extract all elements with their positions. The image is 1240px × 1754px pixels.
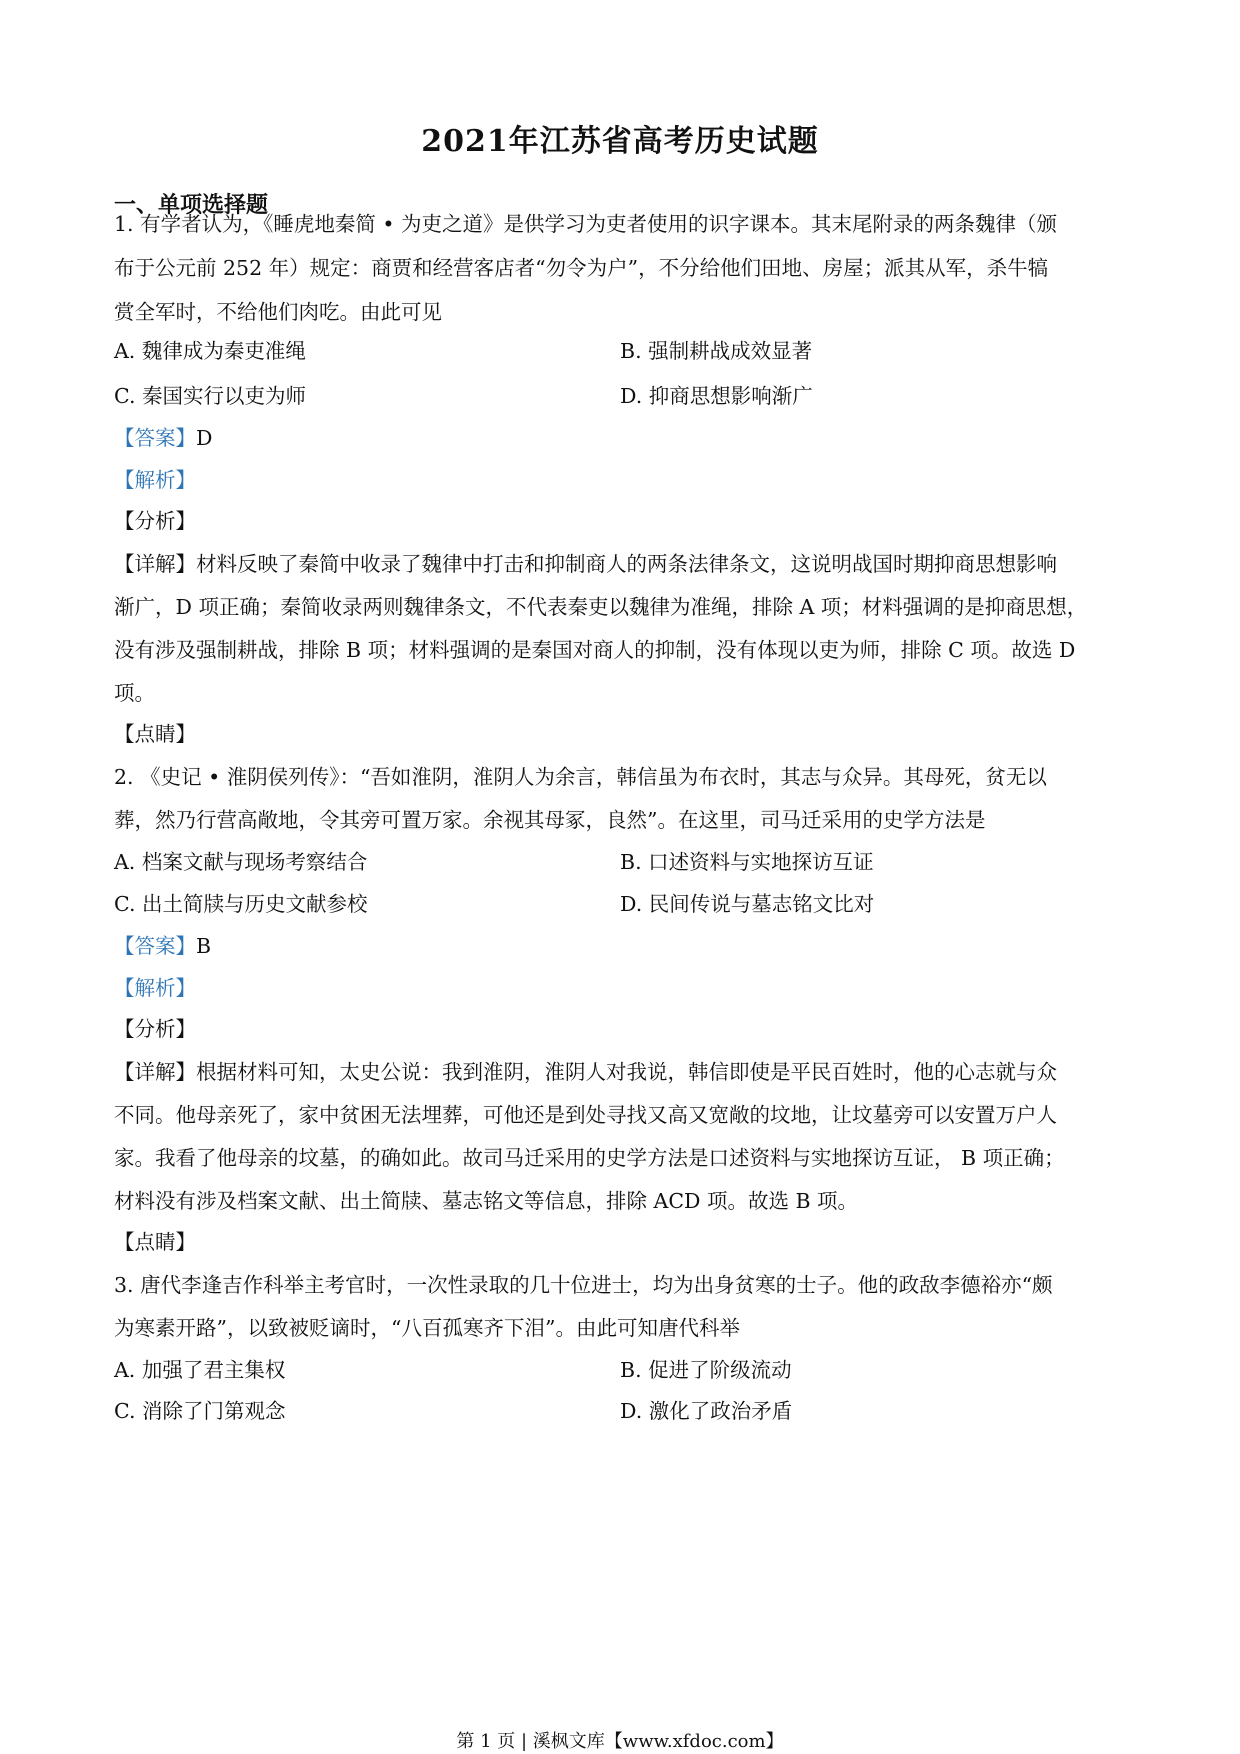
q2-detail-line-2: 不同。他母亲死了，家中贫困无法埋葬，可他还是到处寻找又高又宽敞的坟地，让坟墓旁可以安置万户人 [114, 1103, 1057, 1127]
q2-detail-line-3: 家。我看了他母亲的坟墓，的确如此。故司马迁采用的史学方法是口述资料与实地探访互证， B 项正确； [114, 1146, 1065, 1170]
q2-option-b: B. 口述资料与实地探访互证 [620, 850, 874, 874]
q2-answer [114, 933, 211, 959]
q2-detail-line-4: 材料没有涉及档案文献、出土简牍、墓志铭文等信息，排除 ACD 项。故选 B 项。 [114, 1189, 859, 1213]
q2-dianjing-label: 【点睛】 [114, 1230, 196, 1254]
q2-detail-line-1: 【详解】根据材料可知，太史公说：我到淮阴，淮阴人对我说，韩信即使是平民百姓时，他的心志就与众 [114, 1060, 1057, 1084]
q1-fenxi-label: 【分析】 [114, 509, 196, 533]
q3-option-d: D. 激化了政治矛盾 [620, 1399, 793, 1423]
document-title: 2021年江苏省高考历史试题 [421, 124, 819, 159]
q1-detail-line-2: 渐广，D 项正确；秦简收录两则魏律条文，不代表秦吏以魏律为准绳，排除 A 项；材料强调的是抑商思想， [114, 595, 1088, 619]
q1-answer [114, 425, 212, 451]
q1-option-c: C. 秦国实行以吏为师 [114, 384, 306, 408]
q2-answer-label: 【答案】 [114, 934, 196, 958]
q1-answer-label: 【答案】 [114, 426, 196, 450]
q2-option-a: A. 档案文献与现场考察结合 [114, 850, 368, 874]
q1-dianjing-label: 【点睛】 [114, 722, 196, 746]
q1-option-d: D. 抑商思想影响渐广 [620, 384, 813, 408]
q2-fenxi-label: 【分析】 [114, 1017, 196, 1041]
q1-stem-line-2: 布于公元前 252 年）规定：商贾和经营客店者“勿令为户”，不分给他们田地、房屋；派其从军，杀牛犒 [114, 256, 1049, 280]
q1-option-a: A. 魏律成为秦吏准绳 [114, 339, 306, 363]
q2-stem-line-1: 2. 《史记 • 淮阴侯列传》：“吾如淮阴，淮阴人为余言，韩信虽为布衣时，其志与众异。其母死，贫无以 [114, 765, 1047, 789]
q3-stem-line-2: 为寒素开路”，以致被贬谪时，“八百孤寒齐下泪”。由此可知唐代科举 [114, 1316, 740, 1340]
q1-stem-line-3: 赏全军时，不给他们肉吃。由此可见 [114, 300, 442, 324]
q1-detail-line-1: 【详解】材料反映了秦简中收录了魏律中打击和抑制商人的两条法律条文，这说明战国时期抑商思想影响 [114, 552, 1057, 576]
q2-option-d: D. 民间传说与墓志铭文比对 [620, 892, 875, 916]
section-heading: 一、单项选择题 [114, 192, 269, 218]
q1-answer-value: D [196, 426, 213, 450]
q3-stem-line-1: 3. 唐代李逢吉作科举主考官时，一次性录取的几十位进士，均为出身贫寒的士子。他的政敌李德裕亦“颇 [114, 1273, 1053, 1297]
q3-option-c: C. 消除了门第观念 [114, 1399, 286, 1423]
q3-option-a: A. 加强了君主集权 [114, 1358, 286, 1382]
q1-detail-line-3: 没有涉及强制耕战，排除 B 项；材料强调的是秦国对商人的抑制，没有体现以吏为师，排除 C 项。故选 D [114, 638, 1076, 662]
q2-option-c: C. 出土简牍与历史文献参校 [114, 892, 368, 916]
q1-analysis-label: 【解析】 [114, 468, 196, 492]
q1-option-b: B. 强制耕战成效显著 [620, 339, 813, 363]
q2-answer-value: B [196, 934, 212, 958]
q3-option-b: B. 促进了阶级流动 [620, 1358, 792, 1382]
q2-stem-line-2: 葬，然乃行营高敞地，令其旁可置万家。余视其母冢，良然”。在这里，司马迁采用的史学方法是 [114, 808, 986, 832]
q2-analysis-label: 【解析】 [114, 976, 196, 1000]
q1-detail-line-4: 项。 [114, 681, 155, 705]
q1-stem-line-1: 1. 有学者认为，《睡虎地秦简 • 为吏之道》是供学习为吏者使用的识字课本。其末尾附录的两条魏律（颁 [114, 212, 1057, 236]
page-footer: 第 1 页 | 溪枫文库【www.xfdoc.com】 [456, 1731, 784, 1752]
